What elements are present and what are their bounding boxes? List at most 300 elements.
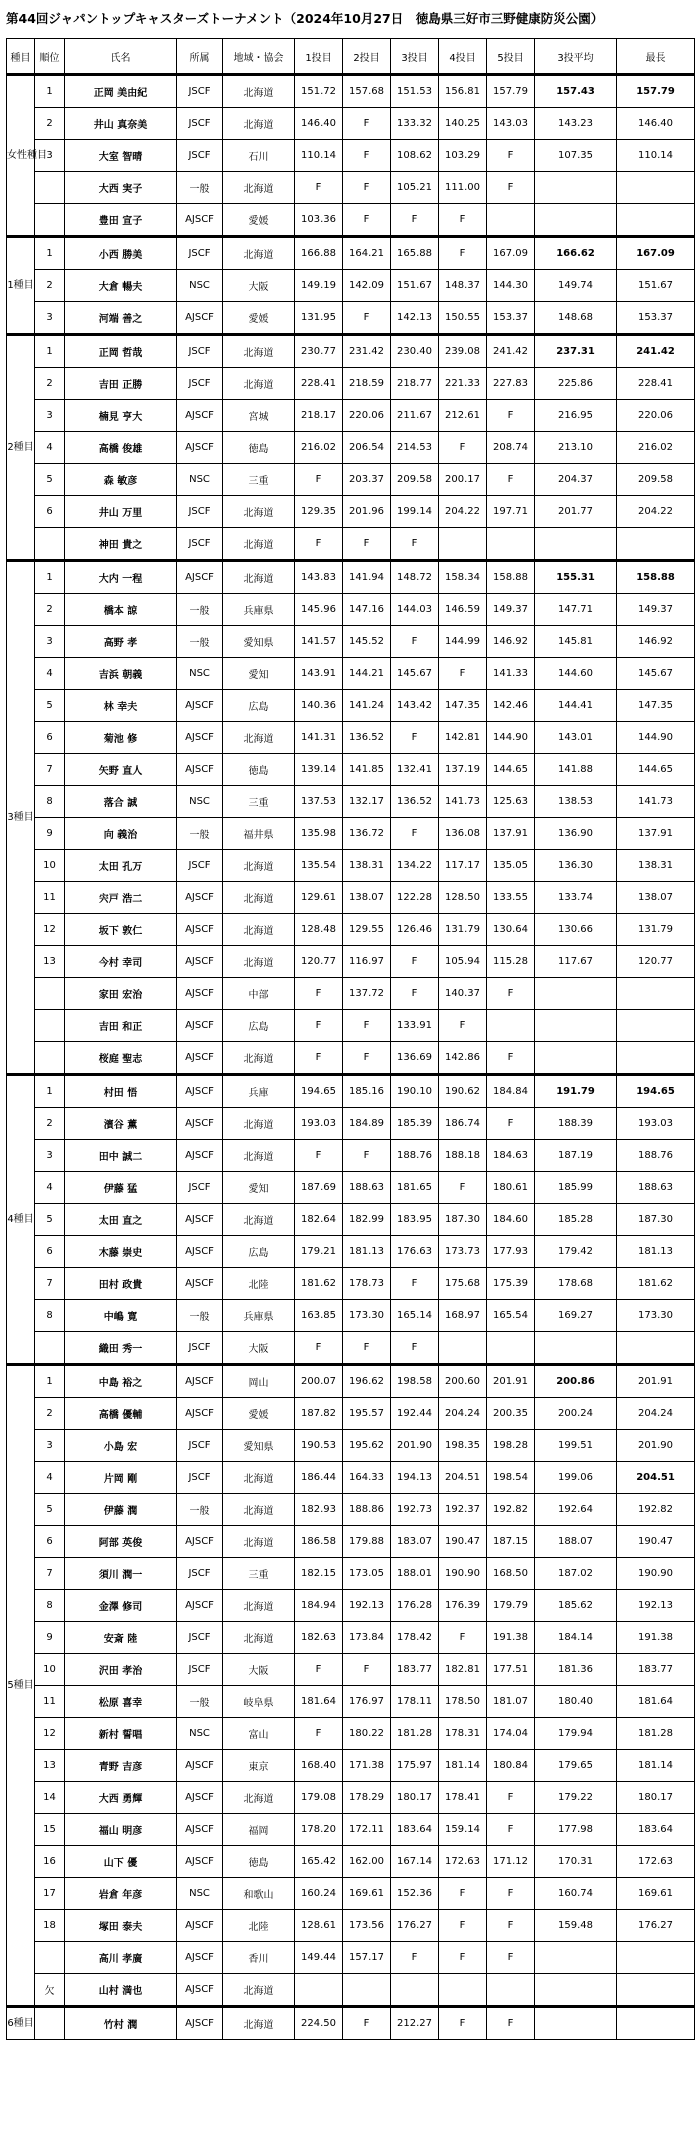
cell-throw-2: 145.52 — [343, 626, 391, 658]
cell-throw-2: 136.52 — [343, 722, 391, 754]
cell-throw-1: 230.77 — [295, 335, 343, 368]
cell-rank: 3 — [35, 626, 65, 658]
cell-longest: 167.09 — [617, 237, 695, 270]
cell-longest — [617, 204, 695, 237]
cell-throw-1: 182.15 — [295, 1558, 343, 1590]
cell-throw-4: 204.22 — [439, 496, 487, 528]
cell-throw-4: F — [439, 432, 487, 464]
cell-throw-3: 148.72 — [391, 561, 439, 594]
table-row — [7, 75, 695, 108]
cell-affiliation: NSC — [177, 1718, 223, 1750]
header-rank: 順位 — [35, 39, 65, 75]
table-row — [7, 1814, 695, 1846]
cell-name: 中嶋 寛 — [65, 1300, 177, 1332]
cell-avg: 136.30 — [535, 850, 617, 882]
cell-throw-4: 200.17 — [439, 464, 487, 496]
cell-throw-4: F — [439, 2007, 487, 2040]
cell-throw-5: 144.65 — [487, 754, 535, 786]
cell-region: 福岡 — [223, 1814, 295, 1846]
cell-rank: 5 — [35, 1204, 65, 1236]
cell-throw-5 — [487, 1974, 535, 2007]
cell-throw-1: 190.53 — [295, 1430, 343, 1462]
cell-throw-1: 178.20 — [295, 1814, 343, 1846]
cell-throw-2: 136.72 — [343, 818, 391, 850]
cell-throw-1: 135.54 — [295, 850, 343, 882]
cell-avg: 225.86 — [535, 368, 617, 400]
cell-avg: 180.40 — [535, 1686, 617, 1718]
cell-affiliation: AJSCF — [177, 1590, 223, 1622]
table-row — [7, 1782, 695, 1814]
cell-name: 大室 智晴 — [65, 140, 177, 172]
cell-longest: 138.31 — [617, 850, 695, 882]
cell-longest: 169.61 — [617, 1878, 695, 1910]
cell-throw-2: 147.16 — [343, 594, 391, 626]
cell-throw-2: F — [343, 2007, 391, 2040]
cell-rank: 1 — [35, 335, 65, 368]
cell-region: 石川 — [223, 140, 295, 172]
table-row — [7, 1332, 695, 1365]
cell-throw-1: F — [295, 1010, 343, 1042]
cell-avg: 187.19 — [535, 1140, 617, 1172]
table-row — [7, 1654, 695, 1686]
cell-name: 矢野 直人 — [65, 754, 177, 786]
cell-throw-2: 179.88 — [343, 1526, 391, 1558]
cell-name: 福山 明彦 — [65, 1814, 177, 1846]
cell-throw-2: F — [343, 1140, 391, 1172]
cell-throw-4: 142.81 — [439, 722, 487, 754]
cell-rank: 10 — [35, 1654, 65, 1686]
cell-rank: 4 — [35, 432, 65, 464]
cell-avg — [535, 1042, 617, 1075]
cell-name: 伊藤 潤 — [65, 1494, 177, 1526]
cell-region: 北海道 — [223, 1140, 295, 1172]
cell-longest: 193.03 — [617, 1108, 695, 1140]
cell-rank: 3 — [35, 140, 65, 172]
cell-avg: 179.42 — [535, 1236, 617, 1268]
cell-rank: 14 — [35, 1782, 65, 1814]
cell-throw-2: 180.22 — [343, 1718, 391, 1750]
cell-affiliation: AJSCF — [177, 722, 223, 754]
cell-throw-1: 141.57 — [295, 626, 343, 658]
cell-name: 高橋 俊雄 — [65, 432, 177, 464]
cell-throw-1: F — [295, 1140, 343, 1172]
cell-throw-1: F — [295, 1042, 343, 1075]
cell-longest: 181.14 — [617, 1750, 695, 1782]
cell-longest: 190.90 — [617, 1558, 695, 1590]
cell-avg — [535, 2007, 617, 2040]
cell-avg: 204.37 — [535, 464, 617, 496]
cell-longest: 153.37 — [617, 302, 695, 335]
cell-throw-5: 157.79 — [487, 75, 535, 108]
cell-throw-3: 176.28 — [391, 1590, 439, 1622]
table-row — [7, 1300, 695, 1332]
header-throw-2: 2投目 — [343, 39, 391, 75]
cell-longest: 145.67 — [617, 658, 695, 690]
cell-region: 富山 — [223, 1718, 295, 1750]
cell-longest — [617, 2007, 695, 2040]
cell-throw-5: 192.82 — [487, 1494, 535, 1526]
cell-throw-4: 178.31 — [439, 1718, 487, 1750]
cell-affiliation: JSCF — [177, 1622, 223, 1654]
cell-name: 塚田 泰夫 — [65, 1910, 177, 1942]
header-throw-5: 5投目 — [487, 39, 535, 75]
cell-rank — [35, 1942, 65, 1974]
cell-throw-3: F — [391, 978, 439, 1010]
cell-avg: 148.68 — [535, 302, 617, 335]
cell-throw-5: 146.92 — [487, 626, 535, 658]
cell-throw-2: 192.13 — [343, 1590, 391, 1622]
cell-name: 松原 喜幸 — [65, 1686, 177, 1718]
cell-throw-1: F — [295, 1654, 343, 1686]
cell-region: 和歌山 — [223, 1878, 295, 1910]
cell-throw-4: 172.63 — [439, 1846, 487, 1878]
cell-throw-2: 157.17 — [343, 1942, 391, 1974]
cell-throw-4: 198.35 — [439, 1430, 487, 1462]
cell-throw-5: 143.03 — [487, 108, 535, 140]
cell-longest — [617, 1942, 695, 1974]
cell-throw-4: 190.90 — [439, 1558, 487, 1590]
cell-longest: 216.02 — [617, 432, 695, 464]
header-throw-1: 1投目 — [295, 39, 343, 75]
cell-avg: 200.86 — [535, 1365, 617, 1398]
cell-name: 橋本 諒 — [65, 594, 177, 626]
cell-region: 北海道 — [223, 172, 295, 204]
cell-avg: 179.94 — [535, 1718, 617, 1750]
cell-throw-4: 140.25 — [439, 108, 487, 140]
cell-region: 北海道 — [223, 1462, 295, 1494]
page-title: 第44回ジャパントップキャスターズトーナメント（2024年10月27日 徳島県三好市三野健康防災公園） — [6, 11, 604, 26]
cell-throw-3: F — [391, 204, 439, 237]
cell-throw-3: 151.53 — [391, 75, 439, 108]
cell-name: 大内 一程 — [65, 561, 177, 594]
table-row — [7, 140, 695, 172]
cell-throw-3: F — [391, 818, 439, 850]
cell-affiliation: 一般 — [177, 172, 223, 204]
cell-throw-3: 136.52 — [391, 786, 439, 818]
cell-rank — [35, 204, 65, 237]
cell-throw-2: 138.07 — [343, 882, 391, 914]
cell-throw-2: 142.09 — [343, 270, 391, 302]
cell-affiliation: JSCF — [177, 108, 223, 140]
cell-throw-5: 158.88 — [487, 561, 535, 594]
cell-name: 沢田 孝治 — [65, 1654, 177, 1686]
cell-region: 北海道 — [223, 1526, 295, 1558]
cell-throw-2: F — [343, 172, 391, 204]
cell-region: 広島 — [223, 1236, 295, 1268]
cell-throw-5: 137.91 — [487, 818, 535, 850]
cell-throw-4: 147.35 — [439, 690, 487, 722]
cell-rank: 6 — [35, 1526, 65, 1558]
cell-throw-2: 218.59 — [343, 368, 391, 400]
cell-throw-5: 149.37 — [487, 594, 535, 626]
cell-throw-2: 144.21 — [343, 658, 391, 690]
cell-longest: 181.62 — [617, 1268, 695, 1300]
cell-throw-1: 193.03 — [295, 1108, 343, 1140]
cell-avg: 192.64 — [535, 1494, 617, 1526]
cell-throw-1: F — [295, 172, 343, 204]
cell-region: 福井県 — [223, 818, 295, 850]
cell-throw-5: 177.93 — [487, 1236, 535, 1268]
cell-rank: 11 — [35, 1686, 65, 1718]
cell-throw-2: 141.24 — [343, 690, 391, 722]
cell-name: 吉田 正勝 — [65, 368, 177, 400]
cell-throw-2: 203.37 — [343, 464, 391, 496]
table-row — [7, 1846, 695, 1878]
cell-affiliation: AJSCF — [177, 561, 223, 594]
cell-throw-3: 194.13 — [391, 1462, 439, 1494]
cell-throw-2: 188.63 — [343, 1172, 391, 1204]
cell-rank: 15 — [35, 1814, 65, 1846]
cell-throw-3: 192.44 — [391, 1398, 439, 1430]
cell-throw-4: 221.33 — [439, 368, 487, 400]
table-row — [7, 237, 695, 270]
cell-rank: 8 — [35, 1590, 65, 1622]
cell-throw-1: 139.14 — [295, 754, 343, 786]
cell-throw-1: 186.58 — [295, 1526, 343, 1558]
cell-longest: 149.37 — [617, 594, 695, 626]
cell-name: 阿部 英俊 — [65, 1526, 177, 1558]
cell-throw-1: 179.21 — [295, 1236, 343, 1268]
cell-avg: 147.71 — [535, 594, 617, 626]
cell-throw-1: F — [295, 528, 343, 561]
table-row — [7, 204, 695, 237]
cell-avg: 169.27 — [535, 1300, 617, 1332]
cell-name: 安斎 陸 — [65, 1622, 177, 1654]
table-row — [7, 400, 695, 432]
cell-throw-4: 144.99 — [439, 626, 487, 658]
cell-throw-3: 198.58 — [391, 1365, 439, 1398]
cell-throw-3: 144.03 — [391, 594, 439, 626]
cell-longest: 209.58 — [617, 464, 695, 496]
cell-throw-2: F — [343, 1010, 391, 1042]
cell-affiliation: AJSCF — [177, 882, 223, 914]
cell-affiliation: NSC — [177, 658, 223, 690]
cell-throw-3: 176.27 — [391, 1910, 439, 1942]
cell-affiliation: AJSCF — [177, 1365, 223, 1398]
cell-avg: 170.31 — [535, 1846, 617, 1878]
cell-throw-3: 152.36 — [391, 1878, 439, 1910]
cell-affiliation: AJSCF — [177, 754, 223, 786]
cell-longest: 204.51 — [617, 1462, 695, 1494]
cell-throw-1: 181.64 — [295, 1686, 343, 1718]
cell-region: 大阪 — [223, 270, 295, 302]
cell-affiliation: AJSCF — [177, 400, 223, 432]
cell-throw-2: 173.05 — [343, 1558, 391, 1590]
cell-rank: 1 — [35, 75, 65, 108]
cell-name: 正岡 美由紀 — [65, 75, 177, 108]
cell-rank: 10 — [35, 850, 65, 882]
cell-longest: 183.77 — [617, 1654, 695, 1686]
cell-longest: 110.14 — [617, 140, 695, 172]
cell-affiliation: AJSCF — [177, 1108, 223, 1140]
table-row — [7, 786, 695, 818]
cell-throw-5: 198.54 — [487, 1462, 535, 1494]
cell-throw-3: 133.91 — [391, 1010, 439, 1042]
cell-throw-5: 179.79 — [487, 1590, 535, 1622]
cell-throw-5: 168.50 — [487, 1558, 535, 1590]
cell-avg: 188.39 — [535, 1108, 617, 1140]
cell-avg: 184.14 — [535, 1622, 617, 1654]
cell-throw-3: F — [391, 1942, 439, 1974]
cell-region: 北海道 — [223, 237, 295, 270]
cell-affiliation: JSCF — [177, 850, 223, 882]
cell-affiliation: JSCF — [177, 496, 223, 528]
cell-rank: 1 — [35, 1365, 65, 1398]
cell-throw-5: 125.63 — [487, 786, 535, 818]
cell-throw-5: 191.38 — [487, 1622, 535, 1654]
cell-throw-5: F — [487, 464, 535, 496]
cell-throw-4: 140.37 — [439, 978, 487, 1010]
cell-name: 落合 誠 — [65, 786, 177, 818]
table-row — [7, 658, 695, 690]
header-region: 地域・協会 — [223, 39, 295, 75]
cell-name: 山村 満也 — [65, 1974, 177, 2007]
cell-affiliation: AJSCF — [177, 1814, 223, 1846]
cell-region: 三重 — [223, 464, 295, 496]
cell-throw-5: 115.28 — [487, 946, 535, 978]
cell-name: 大倉 暢夫 — [65, 270, 177, 302]
cell-name: 吉浜 朝義 — [65, 658, 177, 690]
cell-throw-4: 136.08 — [439, 818, 487, 850]
cell-throw-4 — [439, 528, 487, 561]
cell-rank: 5 — [35, 1494, 65, 1526]
cell-throw-4: 181.14 — [439, 1750, 487, 1782]
cell-throw-2: 141.85 — [343, 754, 391, 786]
cell-throw-4: 131.79 — [439, 914, 487, 946]
cell-rank — [35, 2007, 65, 2040]
cell-throw-2: 196.62 — [343, 1365, 391, 1398]
table-row — [7, 496, 695, 528]
cell-throw-4: 182.81 — [439, 1654, 487, 1686]
cell-throw-1: 200.07 — [295, 1365, 343, 1398]
cell-throw-4: 103.29 — [439, 140, 487, 172]
event-category: 3種目 — [7, 561, 35, 1075]
cell-longest — [617, 1332, 695, 1365]
cell-throw-1: 168.40 — [295, 1750, 343, 1782]
cell-throw-4: 204.24 — [439, 1398, 487, 1430]
cell-rank: 1 — [35, 1075, 65, 1108]
cell-throw-3: 105.21 — [391, 172, 439, 204]
cell-affiliation: AJSCF — [177, 1782, 223, 1814]
cell-name: 小島 宏 — [65, 1430, 177, 1462]
header-affiliation: 所属 — [177, 39, 223, 75]
cell-throw-2 — [343, 1974, 391, 2007]
cell-name: 須川 潤一 — [65, 1558, 177, 1590]
cell-name: 河端 善之 — [65, 302, 177, 335]
cell-affiliation: JSCF — [177, 75, 223, 108]
cell-throw-5: F — [487, 140, 535, 172]
cell-name: 大西 勇輝 — [65, 1782, 177, 1814]
cell-throw-1: 143.83 — [295, 561, 343, 594]
cell-throw-1: 131.95 — [295, 302, 343, 335]
cell-longest: 190.47 — [617, 1526, 695, 1558]
cell-avg: 144.60 — [535, 658, 617, 690]
cell-throw-5: 142.46 — [487, 690, 535, 722]
cell-throw-2: F — [343, 1654, 391, 1686]
table-row — [7, 1172, 695, 1204]
event-category: 6種目 — [7, 2007, 35, 2040]
cell-throw-5: F — [487, 1878, 535, 1910]
table-row — [7, 270, 695, 302]
cell-affiliation: AJSCF — [177, 1846, 223, 1878]
cell-throw-2: 164.21 — [343, 237, 391, 270]
cell-name: 林 幸夫 — [65, 690, 177, 722]
cell-longest: 241.42 — [617, 335, 695, 368]
cell-rank: 2 — [35, 1398, 65, 1430]
cell-throw-3: 183.64 — [391, 1814, 439, 1846]
cell-region: 愛媛 — [223, 204, 295, 237]
cell-throw-5: 181.07 — [487, 1686, 535, 1718]
cell-region: 北海道 — [223, 1622, 295, 1654]
cell-avg — [535, 1332, 617, 1365]
cell-throw-5: F — [487, 1108, 535, 1140]
cell-rank: 2 — [35, 270, 65, 302]
cell-throw-3: 185.39 — [391, 1108, 439, 1140]
cell-throw-4: 212.61 — [439, 400, 487, 432]
cell-name: 青野 吉彦 — [65, 1750, 177, 1782]
cell-throw-3: 122.28 — [391, 882, 439, 914]
cell-avg: 155.31 — [535, 561, 617, 594]
cell-affiliation: AJSCF — [177, 914, 223, 946]
cell-name: 高川 孝廣 — [65, 1942, 177, 1974]
cell-avg: 199.51 — [535, 1430, 617, 1462]
table-row — [7, 302, 695, 335]
cell-throw-1: 128.61 — [295, 1910, 343, 1942]
cell-throw-3: 175.97 — [391, 1750, 439, 1782]
cell-throw-3: 142.13 — [391, 302, 439, 335]
cell-throw-4: 190.62 — [439, 1075, 487, 1108]
cell-avg — [535, 528, 617, 561]
cell-rank: 6 — [35, 1236, 65, 1268]
cell-region: 兵庫県 — [223, 1300, 295, 1332]
cell-throw-5: 174.04 — [487, 1718, 535, 1750]
cell-rank: 8 — [35, 786, 65, 818]
cell-throw-2: F — [343, 302, 391, 335]
cell-region: 北海道 — [223, 1108, 295, 1140]
cell-avg: 185.62 — [535, 1590, 617, 1622]
cell-throw-5: 197.71 — [487, 496, 535, 528]
cell-affiliation: AJSCF — [177, 1140, 223, 1172]
cell-name: 正岡 哲哉 — [65, 335, 177, 368]
cell-region: 北海道 — [223, 108, 295, 140]
cell-throw-5: 144.90 — [487, 722, 535, 754]
cell-throw-4: 141.73 — [439, 786, 487, 818]
cell-throw-2: 231.42 — [343, 335, 391, 368]
cell-throw-2: F — [343, 1042, 391, 1075]
table-row — [7, 432, 695, 464]
cell-region: 東京 — [223, 1750, 295, 1782]
cell-throw-3: 181.28 — [391, 1718, 439, 1750]
cell-avg: 133.74 — [535, 882, 617, 914]
cell-affiliation: JSCF — [177, 1654, 223, 1686]
cell-region: 三重 — [223, 1558, 295, 1590]
cell-affiliation: AJSCF — [177, 1750, 223, 1782]
cell-affiliation: JSCF — [177, 1462, 223, 1494]
table-row — [7, 2007, 695, 2040]
cell-rank: 5 — [35, 464, 65, 496]
cell-throw-2: 178.73 — [343, 1268, 391, 1300]
cell-throw-3: 183.95 — [391, 1204, 439, 1236]
table-row — [7, 1974, 695, 2007]
cell-throw-2: 172.11 — [343, 1814, 391, 1846]
cell-throw-5: 180.84 — [487, 1750, 535, 1782]
cell-name: 岩倉 年彦 — [65, 1878, 177, 1910]
cell-throw-5: F — [487, 1942, 535, 1974]
cell-rank: 6 — [35, 722, 65, 754]
cell-affiliation: AJSCF — [177, 302, 223, 335]
cell-affiliation: AJSCF — [177, 1942, 223, 1974]
cell-throw-1: 228.41 — [295, 368, 343, 400]
